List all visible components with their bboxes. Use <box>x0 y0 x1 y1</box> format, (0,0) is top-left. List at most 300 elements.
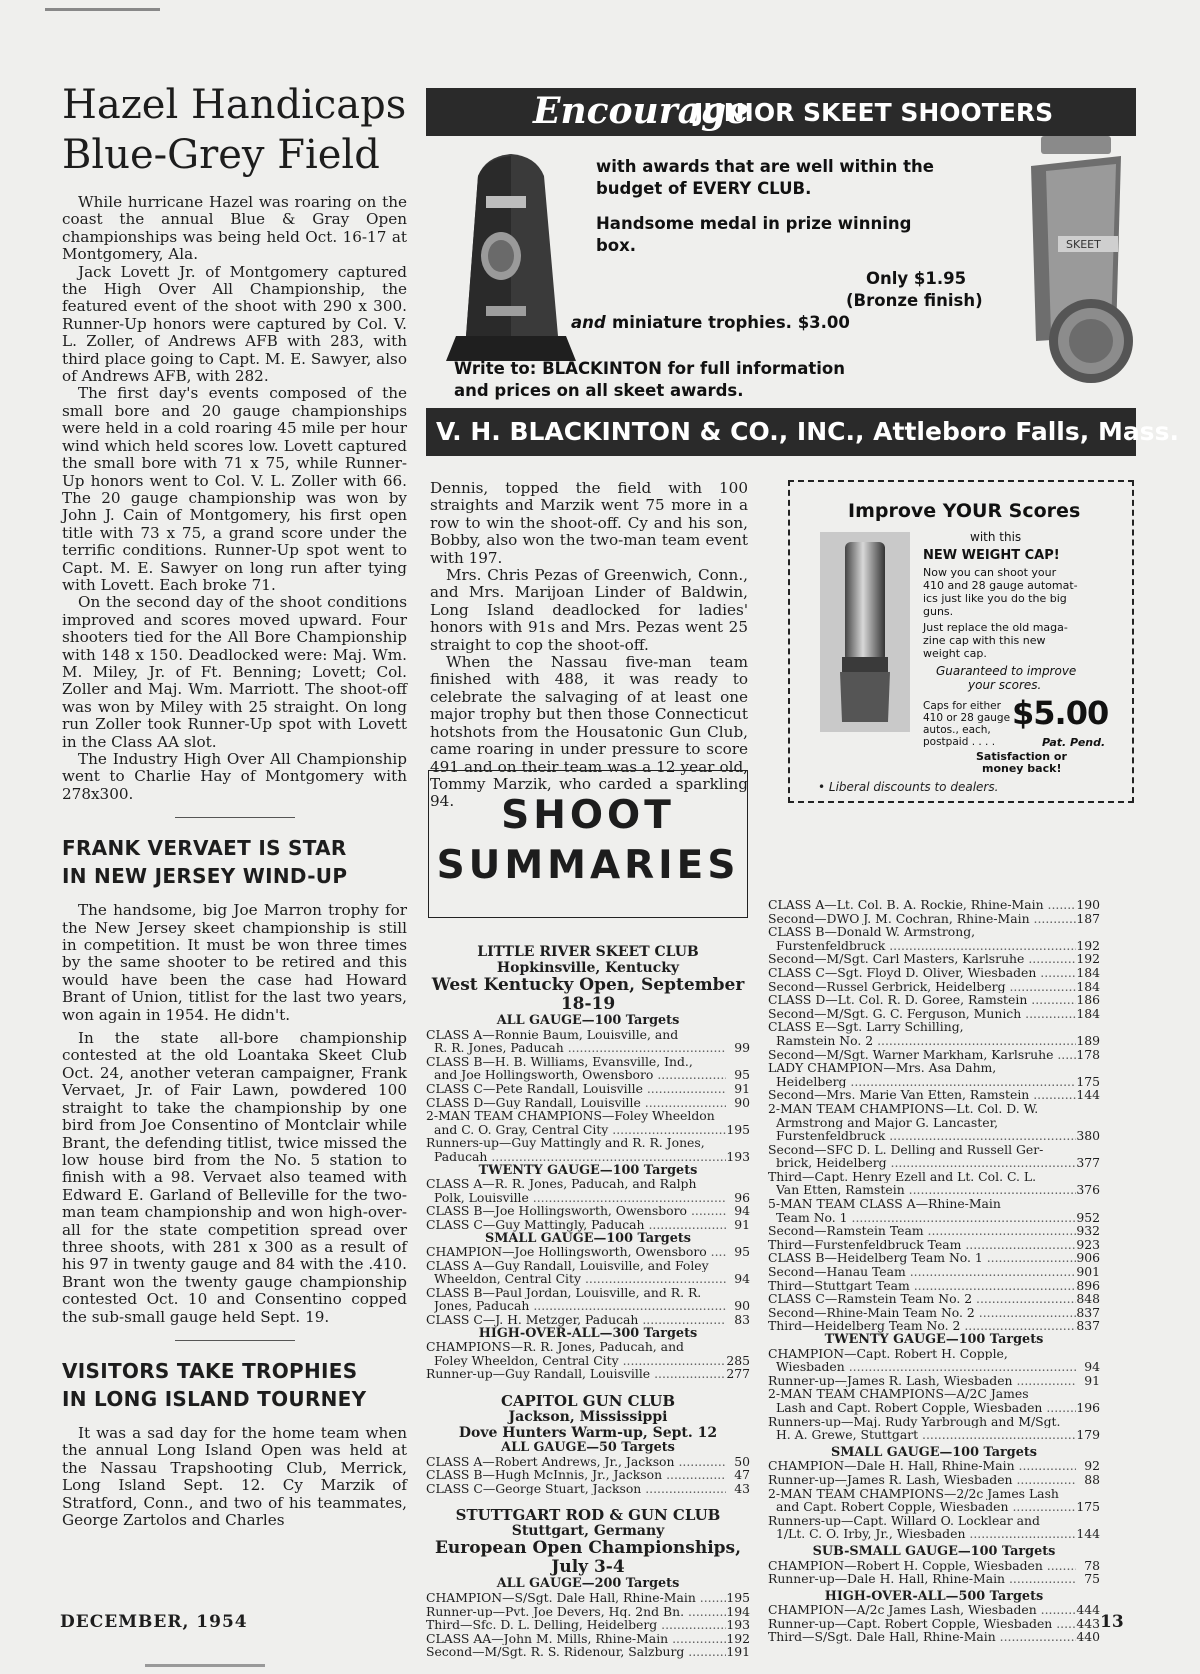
results-middle <box>426 944 750 1659</box>
result-row <box>768 1630 1100 1644</box>
result-row <box>768 966 1100 980</box>
result-row <box>768 1211 1100 1225</box>
event-subheading: ALL GAUGE—50 Targets <box>501 1440 675 1456</box>
result-row <box>426 1591 750 1605</box>
result-row <box>768 1428 1100 1442</box>
event-subheading: ALL GAUGE—100 Targets <box>496 1013 680 1028</box>
ad-write: Write to: BLACKINTON for full information <box>454 359 846 378</box>
ad-text: Guaranteed to improve <box>936 664 1077 678</box>
result-row <box>426 1299 750 1313</box>
result-row: 2-MAN TEAM CHAMPIONS—A/2C James <box>768 1387 1029 1401</box>
middle-column <box>430 480 748 811</box>
results-right <box>768 898 1100 1644</box>
footer-date: DECEMBER, 1954 <box>60 1612 248 1632</box>
result-score: 184 <box>1076 978 1100 994</box>
result-row: Armstrong and Major G. Lancaster, <box>776 1115 999 1130</box>
result-list <box>768 1603 1100 1644</box>
result-score: 144 <box>1076 1087 1100 1103</box>
result-row: CLASS B—H. B. Williams, Evansville, Ind., <box>426 1054 693 1069</box>
result-list <box>426 1245 750 1327</box>
ad-text: money back! <box>982 762 1062 775</box>
result-name: Runner-up—James R. Lash, Wiesbaden ..... <box>768 1473 1076 1487</box>
result-row <box>768 1007 1100 1021</box>
ad-price: Only $1.95 <box>866 269 967 288</box>
result-row <box>768 952 1100 966</box>
result-score: 192 <box>1076 951 1100 967</box>
result-name: 1/Lt. C. O. Irby, Jr., Wiesbaden ..... <box>776 1527 1076 1541</box>
result-name: CLASS B—Hugh McInnis, Jr., Jackson ..... <box>426 1468 726 1482</box>
article-paragraph: While hurricane Hazel was roaring on the coast the annual Blue & Gray Open championships was being held Oct. 16-17 at Montgomery, Ala. <box>62 193 407 264</box>
result-score: 837 <box>1076 1304 1100 1320</box>
ad-text: • Liberal discounts to dealers. <box>818 780 999 794</box>
result-name: and C. O. Gray, Central City ..... <box>434 1123 726 1137</box>
result-score: 192 <box>726 1630 750 1646</box>
result-row <box>768 1559 1100 1573</box>
result-row: CLASS A—R. R. Jones, Paducah, and Ralph <box>426 1177 697 1191</box>
result-name: CLASS C—Ramstein Team No. 2 ..... <box>768 1292 1076 1306</box>
result-name: CHAMPION—S/Sgt. Dale Hall, Rhine-Main ..... <box>426 1591 726 1605</box>
ad-text: 410 and 28 gauge automat- <box>923 579 1078 592</box>
result-row: Runners-up—Capt. Willard O. Locklear and <box>768 1513 1040 1528</box>
result-name: Second—Hanau Team ..... <box>768 1265 1076 1279</box>
ad-text: Satisfaction or <box>976 750 1067 763</box>
result-row <box>768 1374 1100 1388</box>
section-heading-line: IN NEW JERSEY WIND-UP <box>62 864 348 889</box>
headline <box>62 80 407 180</box>
article-paragraph: On the second day of the shoot conditions improved and scores moved upward. Four shooters tied for the All Bore Championship with 148 x 150. Deadlocked were: Maj. Wm. M. Miley, Jr. of Ft. Benning; Lovett; Col. Zoller and Maj. Wm. Marriott. The shoot-off was won by Miley with 25 straight. On long run Zoller took Runner-Up spot with Lovett in the Class AA slot. <box>62 593 407 751</box>
result-score: 285 <box>726 1352 750 1368</box>
ad-price-note: (Bronze finish) <box>846 291 983 310</box>
result-row <box>768 1279 1100 1293</box>
result-row <box>426 1632 750 1646</box>
result-score: 896 <box>1076 1277 1100 1293</box>
result-name: Second—Ramstein Team ..... <box>768 1224 1076 1238</box>
result-row <box>426 1468 750 1482</box>
result-row <box>426 1096 750 1110</box>
article-paragraph: Mrs. Chris Pezas of Greenwich, Conn., and Mrs. Marijoan Linder of Baldwin, Long Island deadlocked for ladies' honors with 91s and Mrs. Pezas went 25 straight to cop the shoot-off. <box>430 566 748 654</box>
result-row <box>426 1068 750 1082</box>
result-name: Wiesbaden ..... <box>776 1360 1076 1374</box>
result-score: 95 <box>734 1244 750 1260</box>
result-score: 184 <box>1076 964 1100 980</box>
result-row: LADY CHAMPION—Mrs. Asa Dahm, <box>768 1061 997 1075</box>
headline-line-1: Hazel Handicaps <box>62 82 407 128</box>
event-subheading: HIGH-OVER-ALL—300 Targets <box>478 1325 698 1341</box>
result-name: Furstenfeldbruck ..... <box>776 1129 1076 1143</box>
event-name: West Kentucky Open, September 18-19 <box>431 975 745 1014</box>
ad-text: 410 or 28 gauge <box>923 712 1011 724</box>
result-score: 194 <box>726 1603 750 1619</box>
result-score: 78 <box>1084 1557 1100 1573</box>
ad-text: your scores. <box>968 678 1042 692</box>
club-location: Jackson, Mississippi <box>508 1409 668 1426</box>
result-score: 94 <box>734 1203 750 1219</box>
result-row: 2-MAN TEAM CHAMPIONS—Foley Wheeldon <box>426 1109 715 1123</box>
result-score: 952 <box>1076 1209 1100 1225</box>
result-score: 195 <box>726 1590 750 1605</box>
result-score: 906 <box>1076 1250 1100 1266</box>
result-row <box>768 1572 1100 1586</box>
result-score: 195 <box>726 1121 750 1137</box>
event-subheading: SUB-SMALL GAUGE—100 Targets <box>812 1543 1056 1559</box>
result-row <box>768 1156 1100 1170</box>
result-name: Foley Wheeldon, Central City ..... <box>434 1354 726 1368</box>
box-title-line-1: SHOOT <box>501 793 675 838</box>
event-subheading: TWENTY GAUGE—100 Targets <box>824 1332 1044 1347</box>
club-name: CAPITOL GUN CLUB <box>500 1392 676 1411</box>
top-rule <box>45 8 160 11</box>
result-name: CHAMPION—Robert H. Copple, Wiesbaden ..... <box>768 1559 1076 1573</box>
result-score: 175 <box>1076 1073 1100 1089</box>
result-score: 96 <box>734 1189 750 1205</box>
section-heading <box>62 834 407 890</box>
result-name: CLASS C—Pete Randall, Louisville ..... <box>426 1082 726 1096</box>
result-score: 95 <box>734 1067 750 1083</box>
section-heading-line: FRANK VERVAET IS STAR <box>62 836 347 861</box>
club-name: STUTTGART ROD & GUN CLUB <box>455 1506 721 1525</box>
result-name: Runner-up—Capt. Robert Copple, Wiesbaden ..... <box>768 1617 1076 1631</box>
result-name: Runner-up—James R. Lash, Wiesbaden ..... <box>768 1374 1076 1388</box>
result-name: brick, Heidelberg ..... <box>776 1156 1076 1170</box>
result-name: Heidelberg ..... <box>776 1075 1076 1089</box>
result-name: Ramstein No. 2 ..... <box>776 1034 1076 1048</box>
result-name: Second—M/Sgt. G. C. Ferguson, Munich ..... <box>768 1007 1076 1021</box>
ad-header-bar <box>426 88 1136 136</box>
result-score: 444 <box>1076 1602 1100 1618</box>
result-score: 380 <box>1076 1128 1100 1144</box>
result-row <box>426 1204 750 1218</box>
result-score: 50 <box>734 1453 750 1469</box>
result-name: Runner-up—Dale H. Hall, Rhine-Main ..... <box>768 1572 1076 1586</box>
result-name: Furstenfeldbruck ..... <box>776 939 1076 953</box>
ad-subtitle: NEW WEIGHT CAP! <box>923 548 1060 563</box>
result-row: Second—SFC D. L. Delling and Russell Ger- <box>768 1142 1044 1157</box>
result-row: CLASS B—Donald W. Armstrong, <box>768 925 976 939</box>
result-row <box>768 1251 1100 1265</box>
ad-text: with this <box>970 530 1022 544</box>
result-score: 193 <box>726 1148 750 1164</box>
result-name: Polk, Louisville ..... <box>434 1191 726 1205</box>
result-score: 443 <box>1076 1615 1100 1631</box>
result-name: Second—Mrs. Marie Van Etten, Ramstein ..... <box>768 1088 1076 1102</box>
left-column <box>62 80 407 1529</box>
ad-text: guns. <box>923 605 954 618</box>
result-list <box>768 1559 1100 1586</box>
club-location: Stuttgart, Germany <box>511 1523 665 1540</box>
weight-cap-image <box>820 532 910 732</box>
result-name: Wheeldon, Central City ..... <box>434 1272 726 1286</box>
result-name: Third—Furstenfeldbruck Team ..... <box>768 1238 1076 1252</box>
result-name: Van Etten, Ramstein ..... <box>776 1183 1076 1197</box>
result-row <box>768 1527 1100 1541</box>
box-title-line-2: SUMMARIES <box>436 843 740 888</box>
result-score: 837 <box>1076 1318 1100 1334</box>
article-paragraph: The handsome, big Joe Marron trophy for the New Jersey skeet championship is still in competition. It must be won three times by the same shooter to be retired and this would have been the case had Howard Brant of Union, titlist for the last two years, won again in 1954. He didn't. <box>62 901 407 1024</box>
result-row <box>426 1367 750 1381</box>
ad-line: Handsome medal in prize winning <box>596 214 912 233</box>
article-paragraph: The Industry High Over All Championship went to Charlie Hay of Montgomery with 278x300. <box>62 750 407 803</box>
ad-text: zine cap with this new <box>923 634 1046 647</box>
bottom-rule <box>145 1664 265 1667</box>
result-score: 90 <box>734 1094 750 1110</box>
result-row <box>768 1183 1100 1197</box>
result-score: 179 <box>1076 1427 1100 1443</box>
result-score: 47 <box>734 1467 750 1483</box>
result-score: 75 <box>1084 1571 1100 1587</box>
result-row <box>768 1224 1100 1238</box>
result-row <box>426 1313 750 1327</box>
mission-gun-ad <box>788 480 1134 803</box>
event-subheading: ALL GAUGE—200 Targets <box>496 1576 680 1592</box>
result-row <box>426 1354 750 1368</box>
result-row: CLASS A—Guy Randall, Louisville, and Foley <box>426 1258 709 1273</box>
result-name: H. A. Grewe, Stuttgart ..... <box>776 1428 1076 1442</box>
result-name: Runner-up—Pvt. Joe Devers, Hq. 2nd Bn. ..... <box>426 1605 726 1619</box>
result-name: Third—Sfc. D. L. Delling, Heidelberg ..... <box>426 1618 726 1632</box>
result-score: 376 <box>1076 1182 1100 1198</box>
article-paragraph: In the state all-bore championship contested at the old Loantaka Skeet Club Oct. 24, another veteran campaigner, Frank Vervaet, Jr. of Fair Lawn, powdered 100 straight to take the championship by one bird from Joe Consentino of Montclair while Brant, the defending titlist, twice missed the low house bird from the No. 5 station to finish with a 98. Vervaet also teamed with Edward E. Garland of Belleville for the two-man team championship and won high-over-all for the state competition spread over three shoots, with 281 x 300 as a result of his 97 in twenty gauge and 84 with the .410. Brant won the twenty gauge championship contested Oct. 10 and Consentino copped the sub-small gauge held Sept. 19. <box>62 1029 407 1326</box>
result-row <box>426 1191 750 1205</box>
section-heading-line: IN LONG ISLAND TOURNEY <box>62 1386 367 1411</box>
result-row <box>426 1218 750 1232</box>
result-row <box>768 1034 1100 1048</box>
result-score: 377 <box>1076 1155 1100 1171</box>
result-score: 91 <box>1084 1372 1100 1388</box>
result-score: 196 <box>1076 1399 1100 1415</box>
ad-title: Improve YOUR Scores <box>848 500 1081 522</box>
result-score: 193 <box>726 1617 750 1633</box>
result-list <box>426 1340 750 1381</box>
result-score: 277 <box>726 1366 750 1382</box>
medal-image <box>986 136 1136 386</box>
result-score: 88 <box>1084 1471 1100 1487</box>
result-row <box>768 993 1100 1007</box>
result-row <box>768 1075 1100 1089</box>
result-score: 190 <box>1076 897 1100 912</box>
result-row <box>768 1459 1100 1473</box>
result-score: 440 <box>1076 1629 1100 1645</box>
result-name: Jones, Paducah ..... <box>434 1299 726 1313</box>
result-row <box>768 1048 1100 1062</box>
result-row <box>768 1292 1100 1306</box>
result-list <box>768 898 1100 1333</box>
article-paragraph: It was a sad day for the home team when the annual Long Island Open was held at the Nassau Trapshooting Club, Merrick, Long Island Sept. 12. Cy Marzik of Stratford, Conn., and two of his teammates, George Zartolos and Charles <box>62 1423 407 1529</box>
result-name: Paducah ..... <box>434 1150 726 1164</box>
result-row <box>426 1245 750 1259</box>
result-score: 848 <box>1076 1291 1100 1307</box>
result-list <box>426 1455 750 1496</box>
club-name: LITTLE RIVER SKEET CLUB <box>477 944 699 960</box>
result-name: Second—DWO J. M. Cochran, Rhine-Main ..... <box>768 912 1076 926</box>
club-location: Hopkinsville, Kentucky <box>496 960 680 976</box>
ad-script-word: Encourage <box>533 90 750 132</box>
divider <box>175 817 295 818</box>
result-row <box>768 939 1100 953</box>
result-name: CLASS A—Robert Andrews, Jr., Jackson ..... <box>426 1455 726 1469</box>
result-row <box>426 1482 750 1496</box>
event-subheading: TWENTY GAUGE—100 Targets <box>478 1162 698 1178</box>
result-name: Team No. 1 ..... <box>776 1211 1076 1225</box>
result-name: CLASS C—Guy Mattingly, Paducah ..... <box>426 1218 726 1232</box>
result-name: CLASS A—Lt. Col. B. A. Rockie, Rhine-Main ..... <box>768 898 1076 912</box>
ad-line: box. <box>596 236 637 255</box>
result-row: CHAMPIONS—R. R. Jones, Paducah, and <box>426 1340 684 1354</box>
result-list <box>426 1591 750 1659</box>
result-score: 90 <box>734 1298 750 1314</box>
result-score: 91 <box>734 1216 750 1232</box>
article-paragraph: Jack Lovett Jr. of Montgomery captured the High Over All Championship, the featured event of the shoot with 290 x 300. Runner-Up honors were captured by Col. V. L. Zoller, of Andrews AFB with 283, with third place going to Capt. M. E. Sawyer, also of Andrews AFB, with 282. <box>62 262 407 386</box>
event-subheading: HIGH-OVER-ALL—500 Targets <box>824 1588 1044 1604</box>
section-heading <box>62 1357 407 1413</box>
result-score: 144 <box>1076 1526 1100 1542</box>
result-name: CHAMPION—Joe Hollingsworth, Owensboro ..... <box>426 1245 726 1259</box>
result-row <box>426 1605 750 1619</box>
result-name: Lash and Capt. Robert Copple, Wiesbaden ..... <box>776 1401 1076 1415</box>
result-row <box>768 1500 1100 1514</box>
result-score: 189 <box>1076 1032 1100 1048</box>
result-list <box>426 1177 750 1231</box>
result-row <box>768 1238 1100 1252</box>
article-paragraph: When the Nassau five-man team finished with 488, it was ready to celebrate the salvaging of at least one major trophy but then those Connecticut hotshots from the Housatonic Gun Club, came roaring in under pressure to score 491 and on their team was a 12 year old, Tommy Marzik, who carded a sparkling 94. <box>430 653 748 811</box>
blackinton-ad <box>426 88 1179 456</box>
result-list <box>768 1459 1100 1541</box>
result-row: Third—Capt. Henry Ezell and Lt. Col. C. L. <box>768 1169 1037 1184</box>
result-name: CLASS C—George Stuart, Jackson ..... <box>426 1482 726 1496</box>
result-score: 923 <box>1076 1236 1100 1252</box>
result-name: Second—Rhine-Main Team No. 2 ..... <box>768 1306 1076 1320</box>
result-row: CLASS E—Sgt. Larry Schilling, <box>768 1020 964 1034</box>
result-row <box>426 1455 750 1469</box>
result-row: Runners-up—Maj. Rudy Yarbrough and M/Sgt. <box>768 1414 1061 1429</box>
result-row <box>426 1272 750 1286</box>
result-name: Third—Stuttgart Team ..... <box>768 1279 1076 1293</box>
result-name: Third—S/Sgt. Dale Hall, Rhine-Main ..... <box>768 1630 1076 1644</box>
result-name: Second—M/Sgt. R. S. Ridenour, Salzburg ..... <box>426 1645 726 1659</box>
shoot-summaries-box <box>428 770 748 918</box>
result-score: 901 <box>1076 1264 1100 1280</box>
result-score: 186 <box>1076 992 1100 1008</box>
ad-text: Caps for either <box>923 700 1001 712</box>
result-name: Third—Heidelberg Team No. 2 ..... <box>768 1319 1076 1333</box>
result-name: CHAMPION—A/2c James Lash, Wiesbaden ..... <box>768 1603 1076 1617</box>
result-name: and Capt. Robert Copple, Wiesbaden ..... <box>776 1500 1076 1514</box>
ad-line: miniature trophies. $3.00 <box>612 313 850 332</box>
result-row <box>768 1129 1100 1143</box>
result-name: CLASS C—Sgt. Floyd D. Oliver, Wiesbaden ..... <box>768 966 1076 980</box>
result-row: Runners-up—Guy Mattingly and R. R. Jones, <box>426 1136 705 1150</box>
result-list <box>768 1347 1100 1442</box>
result-score: 187 <box>1076 910 1100 926</box>
medal-tag-text: SKEET <box>1066 238 1101 251</box>
result-name: CLASS D—Guy Randall, Louisville ..... <box>426 1096 726 1110</box>
result-row <box>426 1150 750 1164</box>
result-score: 92 <box>1084 1458 1100 1474</box>
result-row <box>426 1082 750 1096</box>
result-row <box>768 1319 1100 1333</box>
result-row <box>768 1603 1100 1617</box>
ad-text: ics just like you do the big <box>923 592 1067 605</box>
section-heading-line: VISITORS TAKE TROPHIES <box>62 1358 358 1383</box>
result-name: CHAMPION—Dale H. Hall, Rhine-Main ..... <box>768 1459 1076 1473</box>
result-name: CLASS D—Lt. Col. R. D. Goree, Ramstein ..... <box>768 993 1076 1007</box>
result-row <box>768 1473 1100 1487</box>
ad-text: weight cap. <box>923 647 987 660</box>
result-score: 175 <box>1076 1499 1100 1515</box>
ad-title: JUNIOR SKEET SHOOTERS <box>694 98 1054 127</box>
result-score: 94 <box>1084 1359 1100 1375</box>
headline-line-2: Blue-Grey Field <box>62 132 380 178</box>
result-score: 94 <box>734 1271 750 1287</box>
result-row <box>426 1618 750 1632</box>
result-score: 184 <box>1076 1005 1100 1021</box>
event-subheading: SMALL GAUGE—100 Targets <box>831 1444 1037 1460</box>
result-name: CLASS B—Heidelberg Team No. 1 ..... <box>768 1251 1076 1265</box>
result-row: CLASS B—Paul Jordan, Louisville, and R. R. <box>426 1285 702 1300</box>
result-row: 5-MAN TEAM CLASS A—Rhine-Main <box>768 1197 1001 1211</box>
ad-text: autos., each, <box>923 724 991 736</box>
page-number: 13 <box>1100 1612 1124 1632</box>
result-row: CLASS A—Ronnie Baum, Louisville, and <box>426 1027 679 1042</box>
result-row <box>426 1041 750 1055</box>
result-score: 99 <box>734 1040 750 1056</box>
ad-line: budget of EVERY CLUB. <box>596 179 812 198</box>
result-row <box>768 1617 1100 1631</box>
result-row: 2-MAN TEAM CHAMPIONS—Lt. Col. D. W. <box>768 1101 1039 1116</box>
ad-text: postpaid . . . . <box>923 736 996 748</box>
result-row: 2-MAN TEAM CHAMPIONS—2/2c James Lash <box>768 1486 1059 1501</box>
result-row <box>768 1088 1100 1102</box>
result-row <box>768 1306 1100 1320</box>
ad-banner-text: V. H. BLACKINTON & CO., INC., Attleboro Falls, Mass. <box>436 417 1179 446</box>
event-name: European Open Championships, July 3-4 <box>434 1538 742 1578</box>
article-paragraph: The first day's events composed of the small bore and 20 gauge championships were held in a cold roaring 45 mile per hour wind which held scores low. Lovett captured the small bore with 71 x 75, while Runner-Up honors went to Col. V. L. Zoller with 66. The 20 gauge championship was won by John J. Cain of Montgomery, his first open title with 73 x 75, a grand score under the terrific conditions. Runner-Up spot went to Capt. M. E. Sawyer on long run after tying with Lovett. Each broke 71. <box>62 384 407 594</box>
result-name: Second—M/Sgt. Carl Masters, Karlsruhe ..... <box>768 952 1076 966</box>
result-name: CLASS B—Joe Hollingsworth, Owensboro ..... <box>426 1204 726 1218</box>
article-paragraph: Dennis, topped the field with 100 straights and Marzik went 75 more in a row to win the shoot-off. Cy and his son, Bobby, also won the two-man team event with 197. <box>430 479 748 567</box>
ad-text: Just replace the old maga- <box>923 621 1068 634</box>
result-name: R. R. Jones, Paducah ..... <box>434 1041 726 1055</box>
event-name: Dove Hunters Warm-up, Sept. 12 <box>458 1425 718 1442</box>
result-name: and Joe Hollingsworth, Owensboro ..... <box>434 1068 726 1082</box>
result-name: CLASS AA—John M. Mills, Rhine-Main ..... <box>426 1632 726 1646</box>
result-row <box>768 898 1100 912</box>
result-list <box>426 1028 750 1164</box>
result-row <box>426 1645 750 1659</box>
result-row <box>768 912 1100 926</box>
ad-price: $5.00 <box>1012 694 1109 732</box>
ad-and: and <box>571 313 606 332</box>
event-subheading: SMALL GAUGE—100 Targets <box>485 1230 691 1246</box>
divider <box>175 1340 295 1341</box>
result-row <box>426 1123 750 1137</box>
result-score: 192 <box>1076 937 1100 953</box>
ad-text: Now you can shoot your <box>923 566 1057 579</box>
result-row <box>768 1360 1100 1374</box>
result-row <box>768 1401 1100 1415</box>
result-score: 178 <box>1076 1046 1100 1062</box>
result-row <box>768 980 1100 994</box>
result-row: CHAMPION—Capt. Robert H. Copple, <box>768 1346 1008 1361</box>
result-score: 191 <box>726 1644 750 1660</box>
ad-banner <box>426 408 1179 456</box>
result-score: 932 <box>1076 1223 1100 1239</box>
result-name: Second—Russel Gerbrick, Heidelberg ..... <box>768 980 1076 994</box>
result-score: 83 <box>734 1312 750 1328</box>
result-row <box>768 1265 1100 1279</box>
result-name: Second—M/Sgt. Warner Markham, Karlsruhe ..... <box>768 1048 1076 1062</box>
result-score: 91 <box>734 1080 750 1096</box>
ad-write: and prices on all skeet awards. <box>454 381 744 400</box>
